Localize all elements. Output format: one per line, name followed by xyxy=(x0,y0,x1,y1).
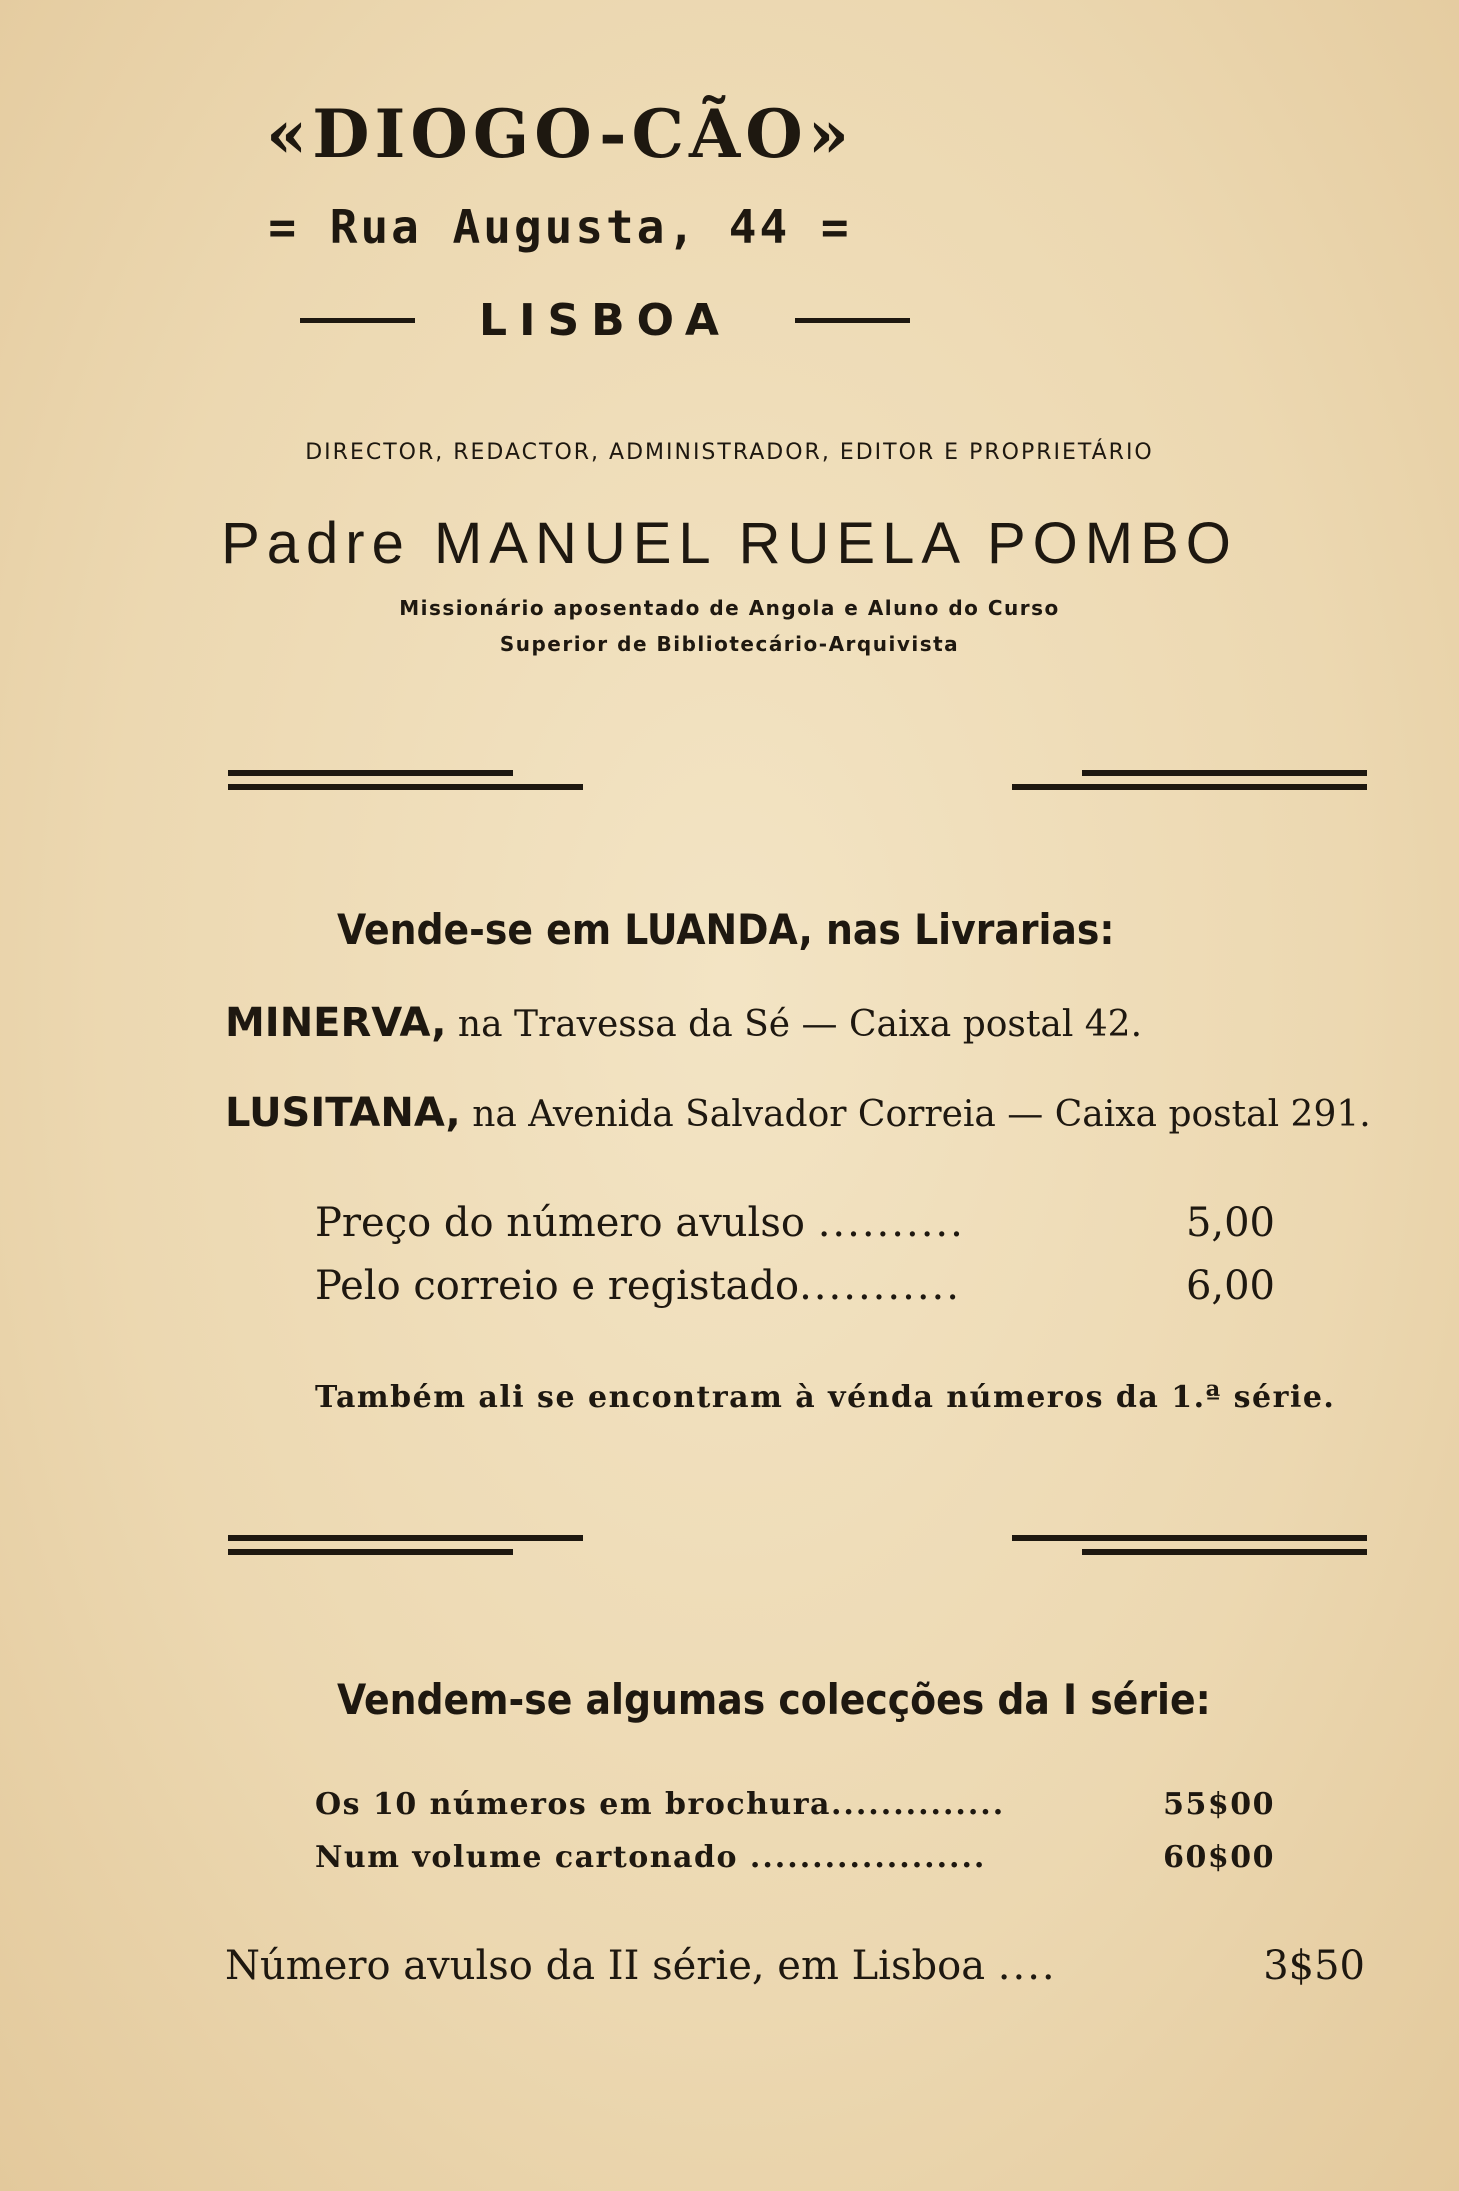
price-label: Preço do número avulso xyxy=(315,1200,805,1246)
section-divider-1 xyxy=(0,770,1459,800)
owner-description-line-1: Missionário aposentado de Angola e Aluno do Curso xyxy=(399,596,1060,620)
collection-row-brochura xyxy=(315,1787,1275,1841)
divider-rule xyxy=(228,1549,513,1555)
masthead-title: «DIOGO-CÃO» xyxy=(266,95,854,173)
city-name: LISBOA xyxy=(479,294,731,346)
price-dots: .......... xyxy=(817,1200,965,1246)
masthead-address: = Rua Augusta, 44 = xyxy=(268,200,852,254)
price-value: 5,00 xyxy=(1185,1200,1275,1246)
shop-minerva xyxy=(225,1000,1142,1046)
shop-name: MINERVA, xyxy=(225,1000,447,1046)
divider-rule xyxy=(228,1535,583,1541)
divider-rule xyxy=(1082,1549,1367,1555)
editorial-roles: DIRECTOR, REDACTOR, ADMINISTRADOR, EDITOR E PROPRIETÁRIO xyxy=(305,440,1154,465)
collection-label: Os 10 números em brochura xyxy=(315,1787,831,1822)
shop-lusitana xyxy=(225,1090,1371,1136)
shop-name: LUSITANA, xyxy=(225,1090,461,1136)
collection-dots: ................... xyxy=(749,1840,987,1875)
divider-rule xyxy=(228,784,583,790)
collection-dots: .............. xyxy=(830,1787,1006,1822)
shop-details: na Travessa da Sé — Caixa postal 42. xyxy=(446,1004,1143,1045)
lisbon-price-value: 3$50 xyxy=(1263,1943,1365,1989)
collection-value: 55$00 xyxy=(1163,1787,1275,1822)
collection-row-cartonado xyxy=(315,1840,1275,1894)
price-value: 6,00 xyxy=(1185,1263,1275,1309)
luanda-sales-title: Vende-se em LUANDA, nas Livrarias: xyxy=(337,905,1115,954)
price-row-single xyxy=(315,1200,1275,1254)
divider-rule xyxy=(1012,784,1367,790)
collection-value: 60$00 xyxy=(1163,1840,1275,1875)
collection-label: Num volume cartonado xyxy=(315,1840,738,1875)
city-rule-left xyxy=(300,318,415,323)
lisbon-price-row xyxy=(225,1943,1365,1989)
lisbon-price-label: Número avulso da II série, em Lisboa xyxy=(225,1943,986,1989)
divider-rule xyxy=(1012,1535,1367,1541)
lisbon-price-dots: .... xyxy=(997,1943,1057,1989)
divider-rule xyxy=(228,770,513,776)
price-row-registered xyxy=(315,1263,1275,1317)
owner-name: Padre MANUEL RUELA POMBO xyxy=(221,511,1238,576)
collections-title: Vendem-se algumas colecções da I série: xyxy=(337,1675,1211,1724)
section-divider-2 xyxy=(0,1535,1459,1565)
price-dots: ........... xyxy=(799,1263,961,1309)
price-label: Pelo correio e registado xyxy=(315,1263,800,1309)
city-row xyxy=(300,290,910,350)
divider-rule xyxy=(1082,770,1367,776)
first-series-note: Também ali se encontram à vénda números da 1.ª série. xyxy=(315,1380,1336,1415)
owner-description-line-2: Superior de Bibliotecário-Arquivista xyxy=(499,632,960,656)
shop-details: na Avenida Salvador Correia — Caixa postal 291. xyxy=(460,1094,1371,1135)
city-rule-right xyxy=(795,318,910,323)
